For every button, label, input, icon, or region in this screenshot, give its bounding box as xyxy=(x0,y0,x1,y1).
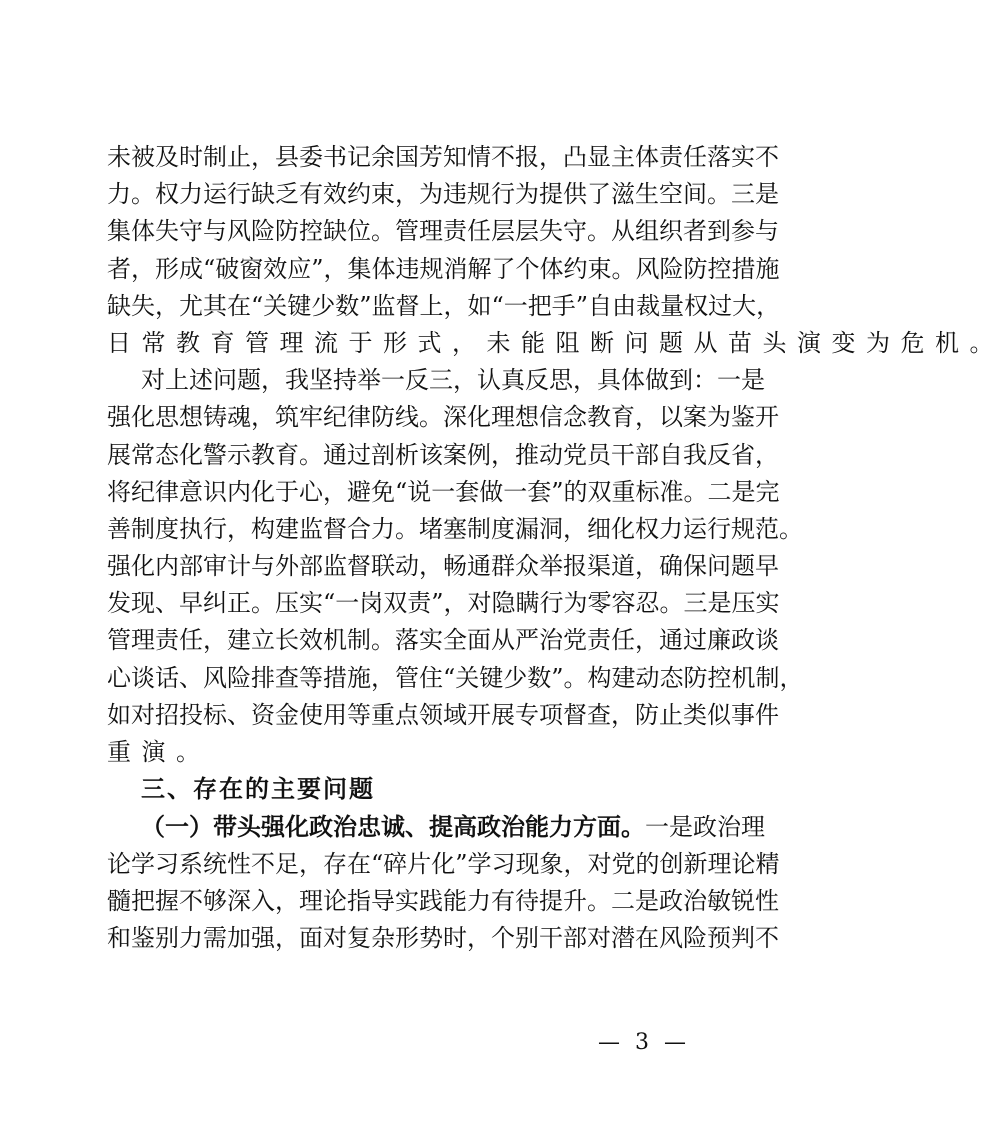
text-line: 者，形成“破窗效应”，集体违规消解了个体约束。风险防控措施 xyxy=(107,254,780,283)
text-line: 对上述问题，我坚持举一反三，认真反思，具体做到：一是 xyxy=(141,366,765,395)
paragraph-case-analysis xyxy=(107,139,1004,362)
text-line: 强化思想铸魂，筑牢纪律防线。深化理想信念教育，以案为鉴开 xyxy=(107,403,779,432)
text-line: 论学习系统性不足，存在“碎片化”学习现象，对党的创新理论精 xyxy=(107,849,780,878)
text-line: 管理责任，建立长效机制。落实全面从严治党责任，通过廉政谈 xyxy=(107,626,779,655)
text-line: 发现、早纠正。压实“一岗双责”，对隐瞒行为零容忍。三是压实 xyxy=(107,589,780,618)
text-line: 将纪律意识内化于心，避免“说一套做一套”的双重标准。二是完 xyxy=(107,477,780,506)
text-line: 髓把握不够深入，理论指导实践能力有待提升。二是政治敏锐性 xyxy=(107,886,779,915)
text-line: 未被及时制止，县委书记余国芳知情不报，凸显主体责任落实不 xyxy=(107,143,779,171)
text-line: 集体失守与风险防控缺位。管理责任层层失守。从组织者到参与 xyxy=(107,217,779,246)
text-line: 缺失，尤其在“关键少数”监督上，如“一把手”自由裁量权过大， xyxy=(107,291,781,320)
text-line: 善制度执行，构建监督合力。堵塞制度漏洞，细化权力运行规范。 xyxy=(107,514,803,543)
text-line: 日常教育管理流于形式，未能阻断问题从苗头演变为危机。 xyxy=(107,328,1004,357)
text-line: 心谈话、风险排查等措施，管住“关键少数”。构建动态防控机制， xyxy=(107,663,804,692)
text-line: 如对招投标、资金使用等重点领域开展专项督查，防止类似事件 xyxy=(107,700,779,729)
paragraph-reflection-measures xyxy=(107,362,804,771)
page-number: — 3 — xyxy=(598,1030,690,1055)
section-heading: 三、存在的主要问题 xyxy=(141,775,375,804)
text-line: 力。权力运行缺乏有效约束，为违规行为提供了滋生空间。三是 xyxy=(107,180,779,209)
text-span: 一是政治理 xyxy=(645,813,765,842)
text-line: 展常态化警示教育。通过剖析该案例，推动党员干部自我反省， xyxy=(107,440,779,469)
document-body xyxy=(107,139,1004,957)
text-line xyxy=(107,808,765,845)
text-line: 重演。 xyxy=(107,738,211,766)
subheading: （一）带头强化政治忠诚、提高政治能力方面。 xyxy=(141,812,645,842)
text-line: 强化内部审计与外部监督联动，畅通群众举报渠道，确保问题早 xyxy=(107,552,779,581)
text-line: 和鉴别力需加强，面对复杂形势时，个别干部对潜在风险预判不 xyxy=(107,923,779,952)
paragraph-political-loyalty xyxy=(107,808,780,957)
